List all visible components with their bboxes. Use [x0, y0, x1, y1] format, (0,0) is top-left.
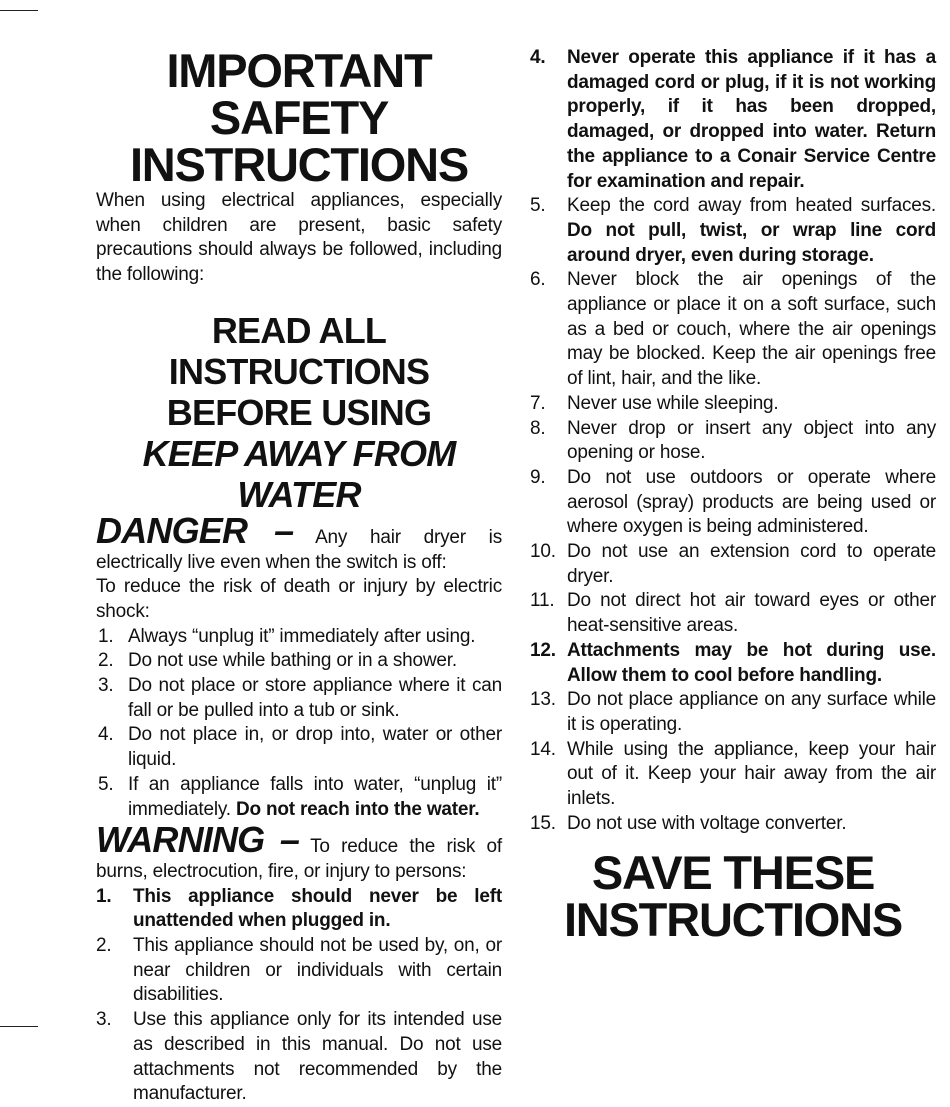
crop-mark-bottom: [0, 1026, 38, 1027]
item-number: 5.: [98, 773, 114, 795]
item-number: 3.: [98, 675, 114, 697]
intro-paragraph: When using electrical appliances, especially when children are present, basic safety precautions should always be followed, including the following:: [96, 190, 502, 286]
danger-label: DANGER –: [96, 509, 294, 551]
item-number: 6.: [530, 269, 546, 291]
item-number: 2.: [98, 650, 114, 672]
safety-list-item: [530, 268, 936, 392]
item-text: Do not use while bathing or in a shower.: [128, 650, 457, 672]
safety-list-item: [530, 194, 936, 268]
read-heading-line-1: READ ALL INSTRUCTIONS: [168, 309, 430, 392]
item-bold-text: Attachments may be hot during use. Allow them to cool before handling.: [567, 639, 936, 686]
item-text: Do not use an extension cord to operate dryer.: [567, 541, 936, 587]
danger-paragraph: [96, 509, 503, 575]
item-text: This appliance should never be left unattended when plugged in.: [133, 885, 502, 932]
item-text: While using the appliance, keep your hair out of it. Keep your hair away from the air inlets.: [567, 738, 936, 810]
item-number: 4.: [530, 47, 546, 68]
warning-paragraph: [96, 819, 502, 884]
safety-list-item: [530, 46, 936, 194]
warning-label: WARNING –: [96, 819, 300, 861]
danger-list-item: [96, 649, 502, 674]
item-bold-text: Do not pull, twist, or wrap line cord around dryer, even during storage.: [567, 219, 936, 266]
item-text: Always “unplug it” immediately after using.: [128, 625, 476, 647]
safety-list-item: [530, 738, 936, 812]
item-text: Never use while sleeping.: [567, 392, 779, 414]
item-number: 9.: [530, 466, 546, 488]
item-number: 1.: [98, 625, 114, 647]
safety-list-item: [530, 392, 936, 417]
item-number: 1.: [96, 885, 112, 907]
page-title: [96, 44, 502, 191]
danger-list-item: [96, 625, 502, 650]
item-bold-text: Do not reach into the water.: [235, 798, 480, 820]
safety-list-item: [530, 540, 936, 589]
item-text: Do not use with voltage converter.: [567, 812, 847, 834]
item-text: Never block the air openings of the appliance or place it on a soft surface, such as a bed or couch, where the air openings may be blocked. Keep the air openings free of lint, hair, and the like.: [567, 269, 936, 390]
page-title-line-1: IMPORTANT SAFETY: [166, 44, 432, 144]
danger-text: Any hair dryer is electrically live even when the switch is off:: [96, 526, 503, 573]
item-text: Do not place or store appliance where it can fall or be pulled into a tub or sink.: [128, 675, 502, 721]
item-number: 14.: [530, 738, 556, 760]
read-instructions-heading: [96, 310, 502, 433]
danger-reduce-text: To reduce the risk of death or injury by electric shock:: [96, 576, 502, 622]
item-number: 15.: [530, 812, 556, 834]
save-heading-line-1: SAVE THESE: [591, 845, 875, 899]
warning-list: [96, 885, 502, 1107]
read-heading-line-2: BEFORE USING: [166, 391, 432, 433]
safety-list-item: [530, 417, 936, 466]
right-column: [530, 0, 936, 946]
page-title-line-2: INSTRUCTIONS: [129, 138, 469, 191]
safety-list-item: [530, 639, 936, 688]
keep-away-heading: KEEP AWAY FROM WATER: [142, 432, 456, 515]
safety-list-item: [530, 812, 936, 837]
save-heading-line-2: INSTRUCTIONS: [563, 892, 903, 946]
item-number: 8.: [530, 417, 546, 439]
danger-list: [96, 625, 502, 823]
item-number: 4.: [98, 724, 114, 746]
danger-list-item: [96, 773, 502, 822]
item-text: Do not place appliance on any surface while it is operating.: [567, 689, 936, 735]
item-number: 7.: [530, 392, 546, 414]
item-number: 12.: [530, 639, 556, 661]
item-text: If an appliance falls into water, “unplug it” immediately.: [128, 773, 502, 820]
warning-list-item: [96, 934, 502, 1008]
safety-list-continued: [530, 46, 936, 837]
warning-list-item: [96, 885, 502, 934]
item-text: Use this appliance only for its intended use as described in this manual. Do not use attachments not recommended by the manufacturer.: [133, 1009, 502, 1105]
crop-mark-top: [0, 10, 38, 11]
item-text: Do not use outdoors or operate where aerosol (spray) products are being used or where oxygen is being administered.: [567, 466, 936, 538]
item-number: 10.: [530, 541, 556, 563]
item-text: Never drop or insert any object into any opening or hose.: [567, 417, 936, 464]
item-number: 13.: [530, 689, 556, 711]
item-number: 11.: [530, 590, 555, 612]
item-text: Keep the cord away from heated surfaces.: [567, 195, 936, 217]
safety-list-item: [530, 466, 936, 540]
danger-list-item: [96, 723, 502, 772]
item-bold-text: Never operate this appliance if it has a damaged cord or plug, if it is not working properly, if it has been dropped, damaged, or dropped into water. Return the appliance to a Conair Service Centre for examination and repair.: [567, 47, 936, 192]
item-number: 5.: [530, 195, 546, 217]
danger-list-item: [96, 674, 502, 723]
warning-list-item: [96, 1008, 502, 1107]
item-number: 2.: [96, 935, 112, 957]
safety-list-item: [530, 589, 936, 638]
item-text: Do not direct hot air toward eyes or other heat-sensitive areas.: [567, 590, 936, 637]
item-number: 3.: [96, 1009, 112, 1031]
item-text: Do not place in, or drop into, water or other liquid.: [128, 724, 502, 771]
item-text: This appliance should not be used by, on, or near children or individuals with certain disabilities.: [133, 935, 502, 1006]
save-instructions-heading: [530, 845, 936, 946]
safety-list-item: [530, 688, 936, 737]
warning-text: To reduce the risk of burns, electrocution, fire, or injury to persons:: [96, 836, 502, 882]
left-column: [96, 0, 502, 1107]
